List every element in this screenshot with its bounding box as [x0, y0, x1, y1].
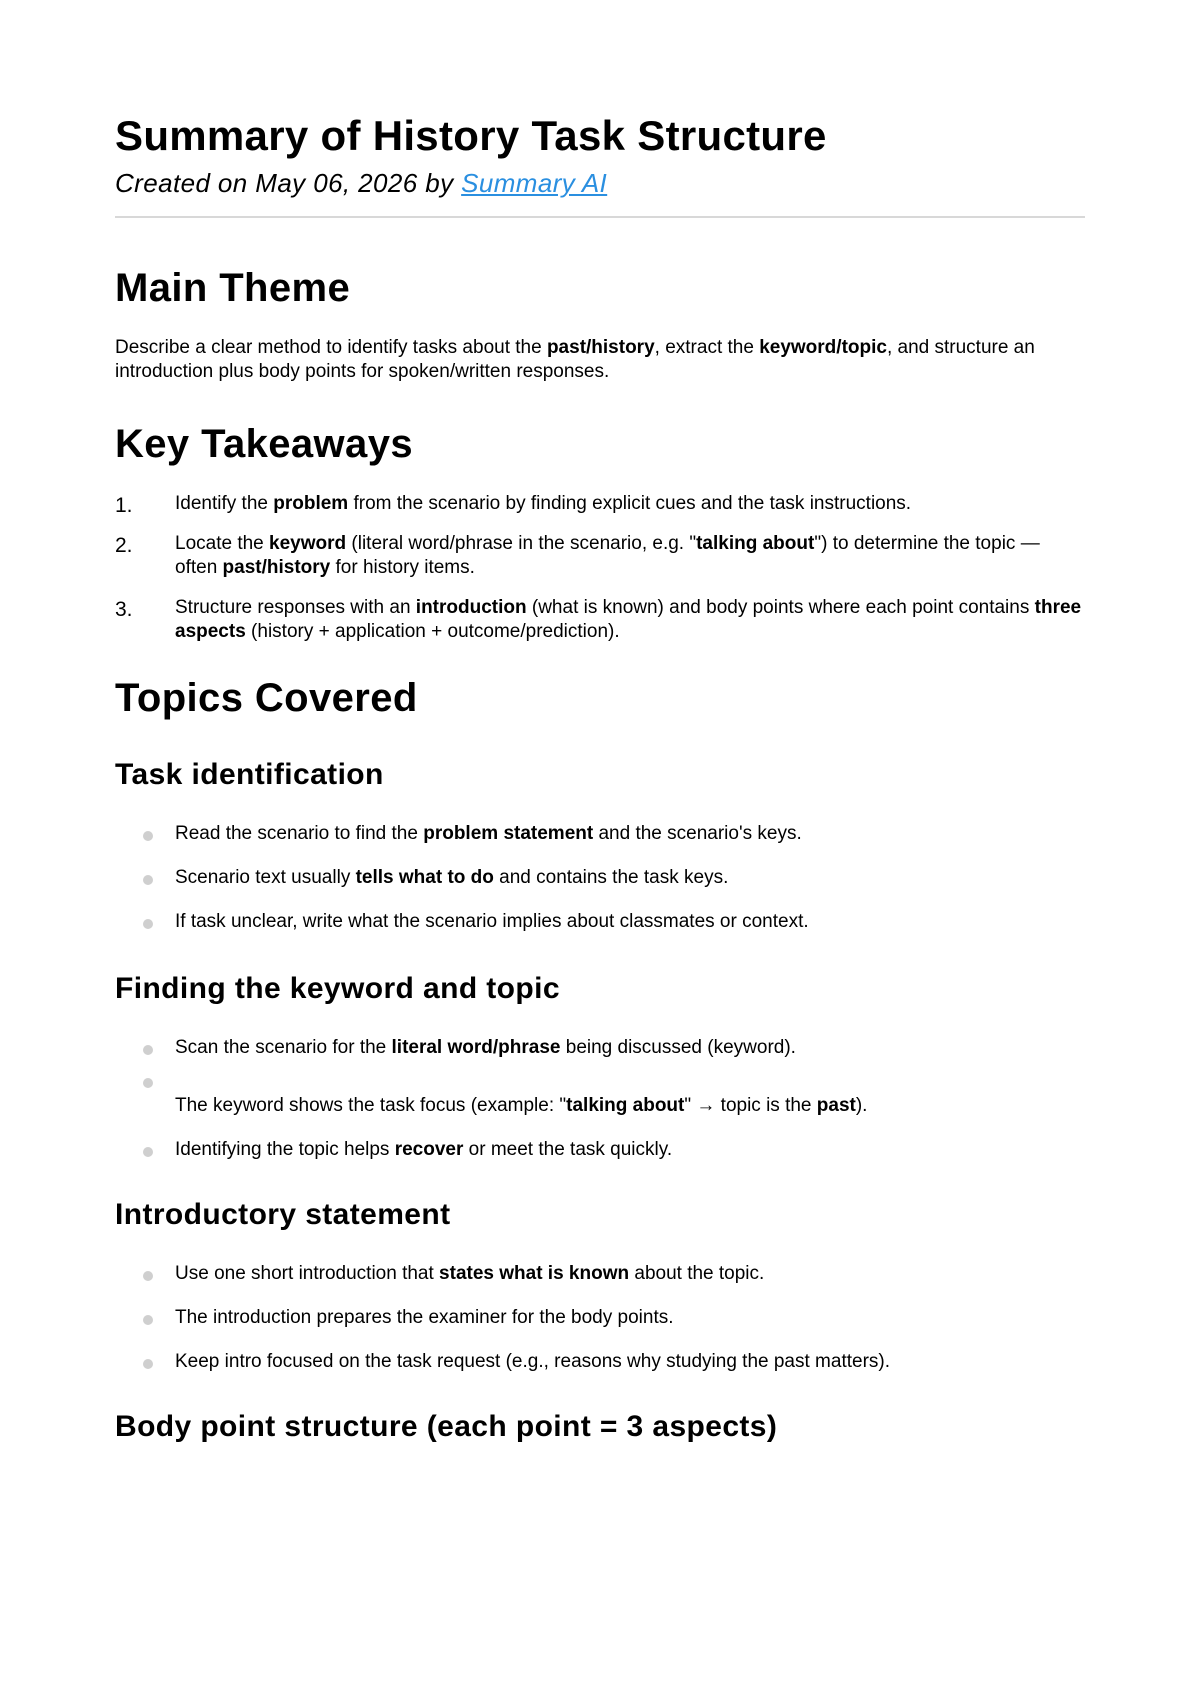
- author-link[interactable]: Summary AI: [461, 168, 608, 198]
- bold-run: past/history: [222, 557, 331, 578]
- bullet-icon: [143, 875, 153, 885]
- text-run: from the scenario by finding explicit cues and the task instructions.: [348, 493, 912, 514]
- bold-run: recover: [394, 1139, 464, 1160]
- text-run: Identifying the topic helps: [175, 1139, 395, 1160]
- byline: [115, 166, 1085, 200]
- title-divider: [115, 216, 1085, 218]
- main-theme-heading: Main Theme: [115, 266, 351, 310]
- bold-run: past: [816, 1095, 856, 1116]
- bullet-list: [115, 822, 1085, 934]
- text-run: " → topic is the: [684, 1095, 817, 1116]
- list-number: 3.: [115, 598, 133, 621]
- bullet-icon: [143, 1045, 153, 1055]
- list-item: [115, 1262, 1085, 1286]
- text-run: Keep intro focused on the task request (e.g., reasons why studying the past matters).: [175, 1351, 890, 1372]
- bullet-icon: [143, 919, 153, 929]
- text-run: ") to determine the topic — often: [175, 533, 1040, 578]
- list-item: [115, 1138, 1085, 1162]
- list-item: [115, 1080, 1085, 1118]
- list-item: [115, 532, 1085, 580]
- text-run: Identify the: [175, 493, 274, 514]
- bold-run: tells what to do: [355, 867, 494, 888]
- list-item: [115, 596, 1085, 644]
- bullet-icon: [143, 1315, 153, 1325]
- text-run: or meet the task quickly.: [463, 1139, 673, 1160]
- key-takeaways-heading: Key Takeaways: [115, 422, 413, 466]
- text-run: , extract the: [654, 337, 760, 358]
- list-item: [115, 1350, 1085, 1374]
- list-item: [115, 492, 1085, 516]
- text-run: The keyword shows the task focus (example: ": [175, 1095, 567, 1116]
- bold-run: past/history: [546, 337, 655, 358]
- bullet-icon: [143, 1147, 153, 1157]
- text-run: (history + application + outcome/prediction).: [245, 621, 620, 642]
- list-item: [115, 822, 1085, 846]
- bold-run: three aspects: [175, 597, 1082, 642]
- bold-run: talking about: [696, 533, 815, 554]
- key-takeaways-list: [115, 492, 1085, 644]
- text-run: Scan the scenario for the: [175, 1037, 392, 1058]
- section-heading-task-identification: Task identification: [115, 758, 384, 791]
- text-run: being discussed (keyword).: [560, 1037, 796, 1058]
- section-heading-finding-keyword: Finding the keyword and topic: [115, 972, 560, 1005]
- list-item: [115, 910, 1085, 934]
- section-heading-body-point-structure: Body point structure (each point = 3 aspects): [115, 1410, 778, 1443]
- bullet-icon: [143, 1078, 153, 1088]
- main-theme-text: [115, 336, 1085, 384]
- bullet-icon: [143, 1271, 153, 1281]
- bold-run: keyword/topic: [759, 337, 887, 358]
- list-item: [115, 1306, 1085, 1330]
- page-title: Summary of History Task Structure: [115, 112, 827, 159]
- text-run: Scenario text usually: [175, 867, 356, 888]
- document-page: [115, 110, 1085, 1446]
- bullet-list: [115, 1036, 1085, 1162]
- text-run: Read the scenario to find the: [175, 823, 424, 844]
- text-run: Structure responses with an: [175, 597, 416, 618]
- byline-prefix: Created on May 06, 2026 by: [115, 168, 462, 198]
- text-run: for history items.: [330, 557, 475, 578]
- text-run: ).: [855, 1095, 868, 1116]
- bold-run: talking about: [566, 1095, 685, 1116]
- text-run: and the scenario's keys.: [593, 823, 802, 844]
- bullet-icon: [143, 831, 153, 841]
- bullet-icon: [143, 1359, 153, 1369]
- text-run: If task unclear, write what the scenario implies about classmates or context.: [175, 911, 809, 932]
- bold-run: problem: [273, 493, 349, 514]
- bullet-list: [115, 1262, 1085, 1374]
- section-heading-introductory-statement: Introductory statement: [115, 1198, 451, 1231]
- bold-run: states what is known: [439, 1263, 630, 1284]
- list-item: [115, 1036, 1085, 1060]
- list-item: [115, 866, 1085, 890]
- text-run: Describe a clear method to identify tasks about the: [115, 337, 547, 358]
- text-run: The introduction prepares the examiner for the body points.: [175, 1307, 674, 1328]
- text-run: and contains the task keys.: [493, 867, 729, 888]
- list-number: 1.: [115, 494, 133, 517]
- bold-run: literal word/phrase: [391, 1037, 561, 1058]
- text-run: (literal word/phrase in the scenario, e.g. ": [346, 533, 697, 554]
- list-number: 2.: [115, 534, 133, 557]
- text-run: Locate the: [175, 533, 270, 554]
- text-run: Use one short introduction that: [175, 1263, 440, 1284]
- text-run: , and structure an introduction plus body points for spoken/written responses.: [115, 337, 1035, 382]
- topics-covered-heading: Topics Covered: [115, 676, 418, 720]
- bold-run: keyword: [269, 533, 347, 554]
- bold-run: introduction: [415, 597, 527, 618]
- bold-run: problem statement: [423, 823, 594, 844]
- text-run: (what is known) and body points where each point contains: [526, 597, 1035, 618]
- text-run: about the topic.: [629, 1263, 765, 1284]
